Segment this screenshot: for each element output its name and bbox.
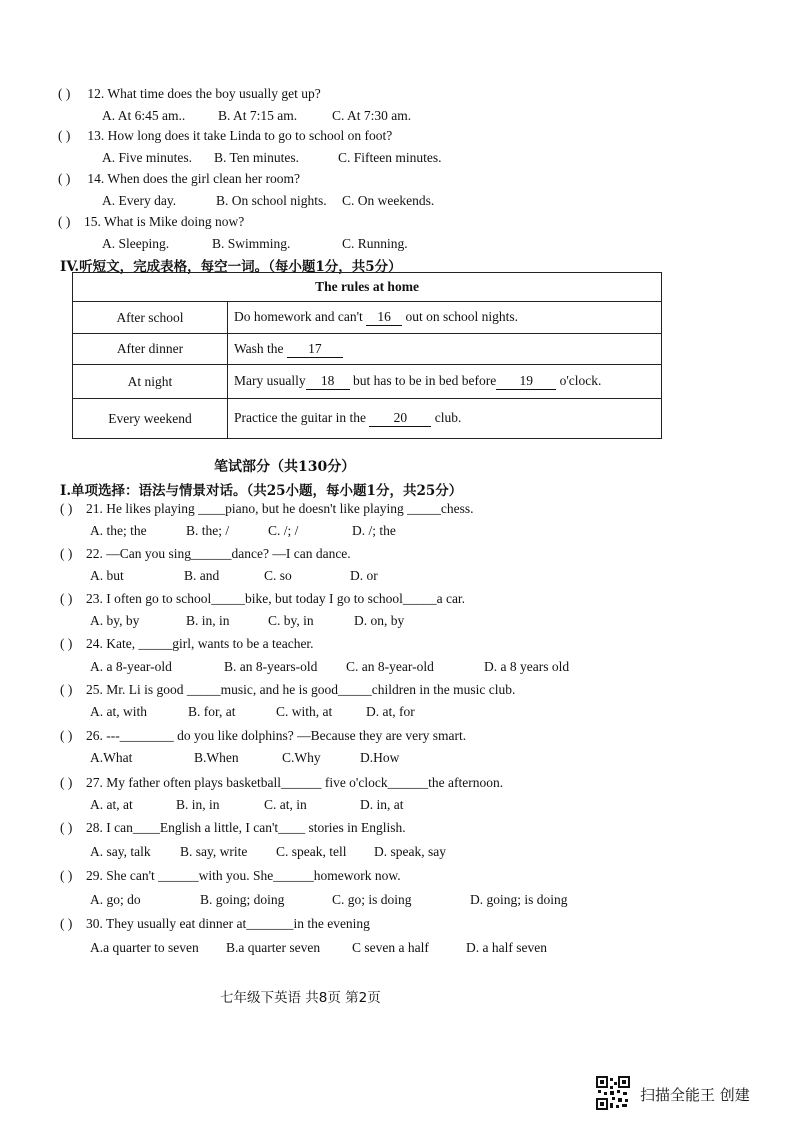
table-row — [73, 365, 662, 399]
row-content: Mary usually 18 but has to be in bed before 19 o'clock. — [228, 365, 662, 399]
rules-table-header: The rules at home — [73, 273, 662, 302]
table-row — [73, 399, 662, 439]
question-27: ( ) 27. My father often plays basketball______ five o'clock______the afternoon. — [60, 775, 504, 790]
table-row — [73, 302, 662, 334]
blank-16: 16 — [366, 309, 402, 326]
question-27-options: A. at, at B. in, in C. at, in D. in, at — [90, 797, 404, 812]
blank-19: 19 — [496, 373, 556, 390]
question-23: ( ) 23. I often go to school_____bike, but today I go to school_____a car. — [60, 591, 466, 606]
question-21-options: A. the; the B. the; / C. /; / D. /; the — [90, 523, 396, 538]
question-23-options: A. by, by B. in, in C. by, in D. on, by — [90, 613, 405, 628]
table-row — [73, 334, 662, 365]
blank-17: 17 — [287, 341, 343, 358]
question-25-options: A. at, with B. for, at C. with, at D. at, for — [90, 704, 415, 719]
question-22-options: A. but B. and C. so D. or — [90, 568, 378, 583]
question-12-options: A. At 6:45 am.. B. At 7:15 am. C. At 7:30 am. — [102, 108, 412, 123]
blank-18: 18 — [306, 373, 350, 390]
question-13-options: A. Five minutes. B. Ten minutes. C. Fifteen minutes. — [102, 150, 442, 165]
question-12: ( ) 12. What time does the boy usually get up? — [58, 86, 321, 101]
row-label: After dinner — [73, 334, 228, 365]
qr-code-icon — [596, 1076, 630, 1110]
written-part-title: 笔试部分（共130分） — [214, 459, 356, 475]
row-content: Wash the 17 — [228, 334, 662, 365]
question-14: ( ) 14. When does the girl clean her room? — [58, 171, 301, 186]
question-13: ( ) 13. How long does it take Linda to go to school on foot? — [58, 128, 393, 143]
question-26-options: A.What B.When C.Why D.How — [90, 750, 400, 765]
row-label: At night — [73, 365, 228, 399]
question-30-options: A.a quarter to seven B.a quarter seven C seven a half D. a half seven — [90, 940, 547, 955]
section-4-title: IV.听短文，完成表格，每空一词。（每小题1分，共5分） — [60, 259, 402, 275]
question-15-options: A. Sleeping. B. Swimming. C. Running. — [102, 236, 408, 251]
question-26: ( ) 26. ---________ do you like dolphins? —Because they are very smart. — [60, 728, 467, 743]
question-28: ( ) 28. I can____English a little, I can't____ stories in English. — [60, 820, 406, 835]
watermark-text: 扫描全能王 创建 — [640, 1086, 750, 1104]
question-30: ( ) 30. They usually eat dinner at_______in the evening — [60, 916, 370, 931]
row-label: Every weekend — [73, 399, 228, 439]
blank-20: 20 — [369, 410, 431, 427]
question-24: ( ) 24. Kate, _____girl, wants to be a teacher. — [60, 636, 314, 651]
question-14-options: A. Every day. B. On school nights. C. On weekends. — [102, 193, 435, 208]
question-22: ( ) 22. —Can you sing______dance? —I can dance. — [60, 546, 351, 561]
question-24-options: A. a 8-year-old B. an 8-years-old C. an 8-year-old D. a 8 years old — [90, 659, 570, 674]
row-content: Do homework and can't 16 out on school nights. — [228, 302, 662, 334]
question-29-options: A. go; do B. going; doing C. go; is doing D. going; is doing — [90, 892, 568, 907]
question-25: ( ) 25. Mr. Li is good _____music, and he is good_____children in the music club. — [60, 682, 516, 697]
question-28-options: A. say, talk B. say, write C. speak, tell D. speak, say — [90, 844, 446, 859]
question-15: ( ) 15. What is Mike doing now? — [58, 214, 245, 229]
section-1-title: I.单项选择：语法与情景对话。（共25小题，每小题1分，共25分） — [60, 483, 463, 499]
question-21: ( ) 21. He likes playing ____piano, but he doesn't like playing _____chess. — [60, 501, 474, 516]
page-footer: 七年级下英语 共8页 第2页 — [220, 990, 381, 1006]
question-29: ( ) 29. She can't ______with you. She______homework now. — [60, 868, 401, 883]
rules-table — [72, 272, 662, 439]
row-content: Practice the guitar in the 20 club. — [228, 399, 662, 439]
row-label: After school — [73, 302, 228, 334]
